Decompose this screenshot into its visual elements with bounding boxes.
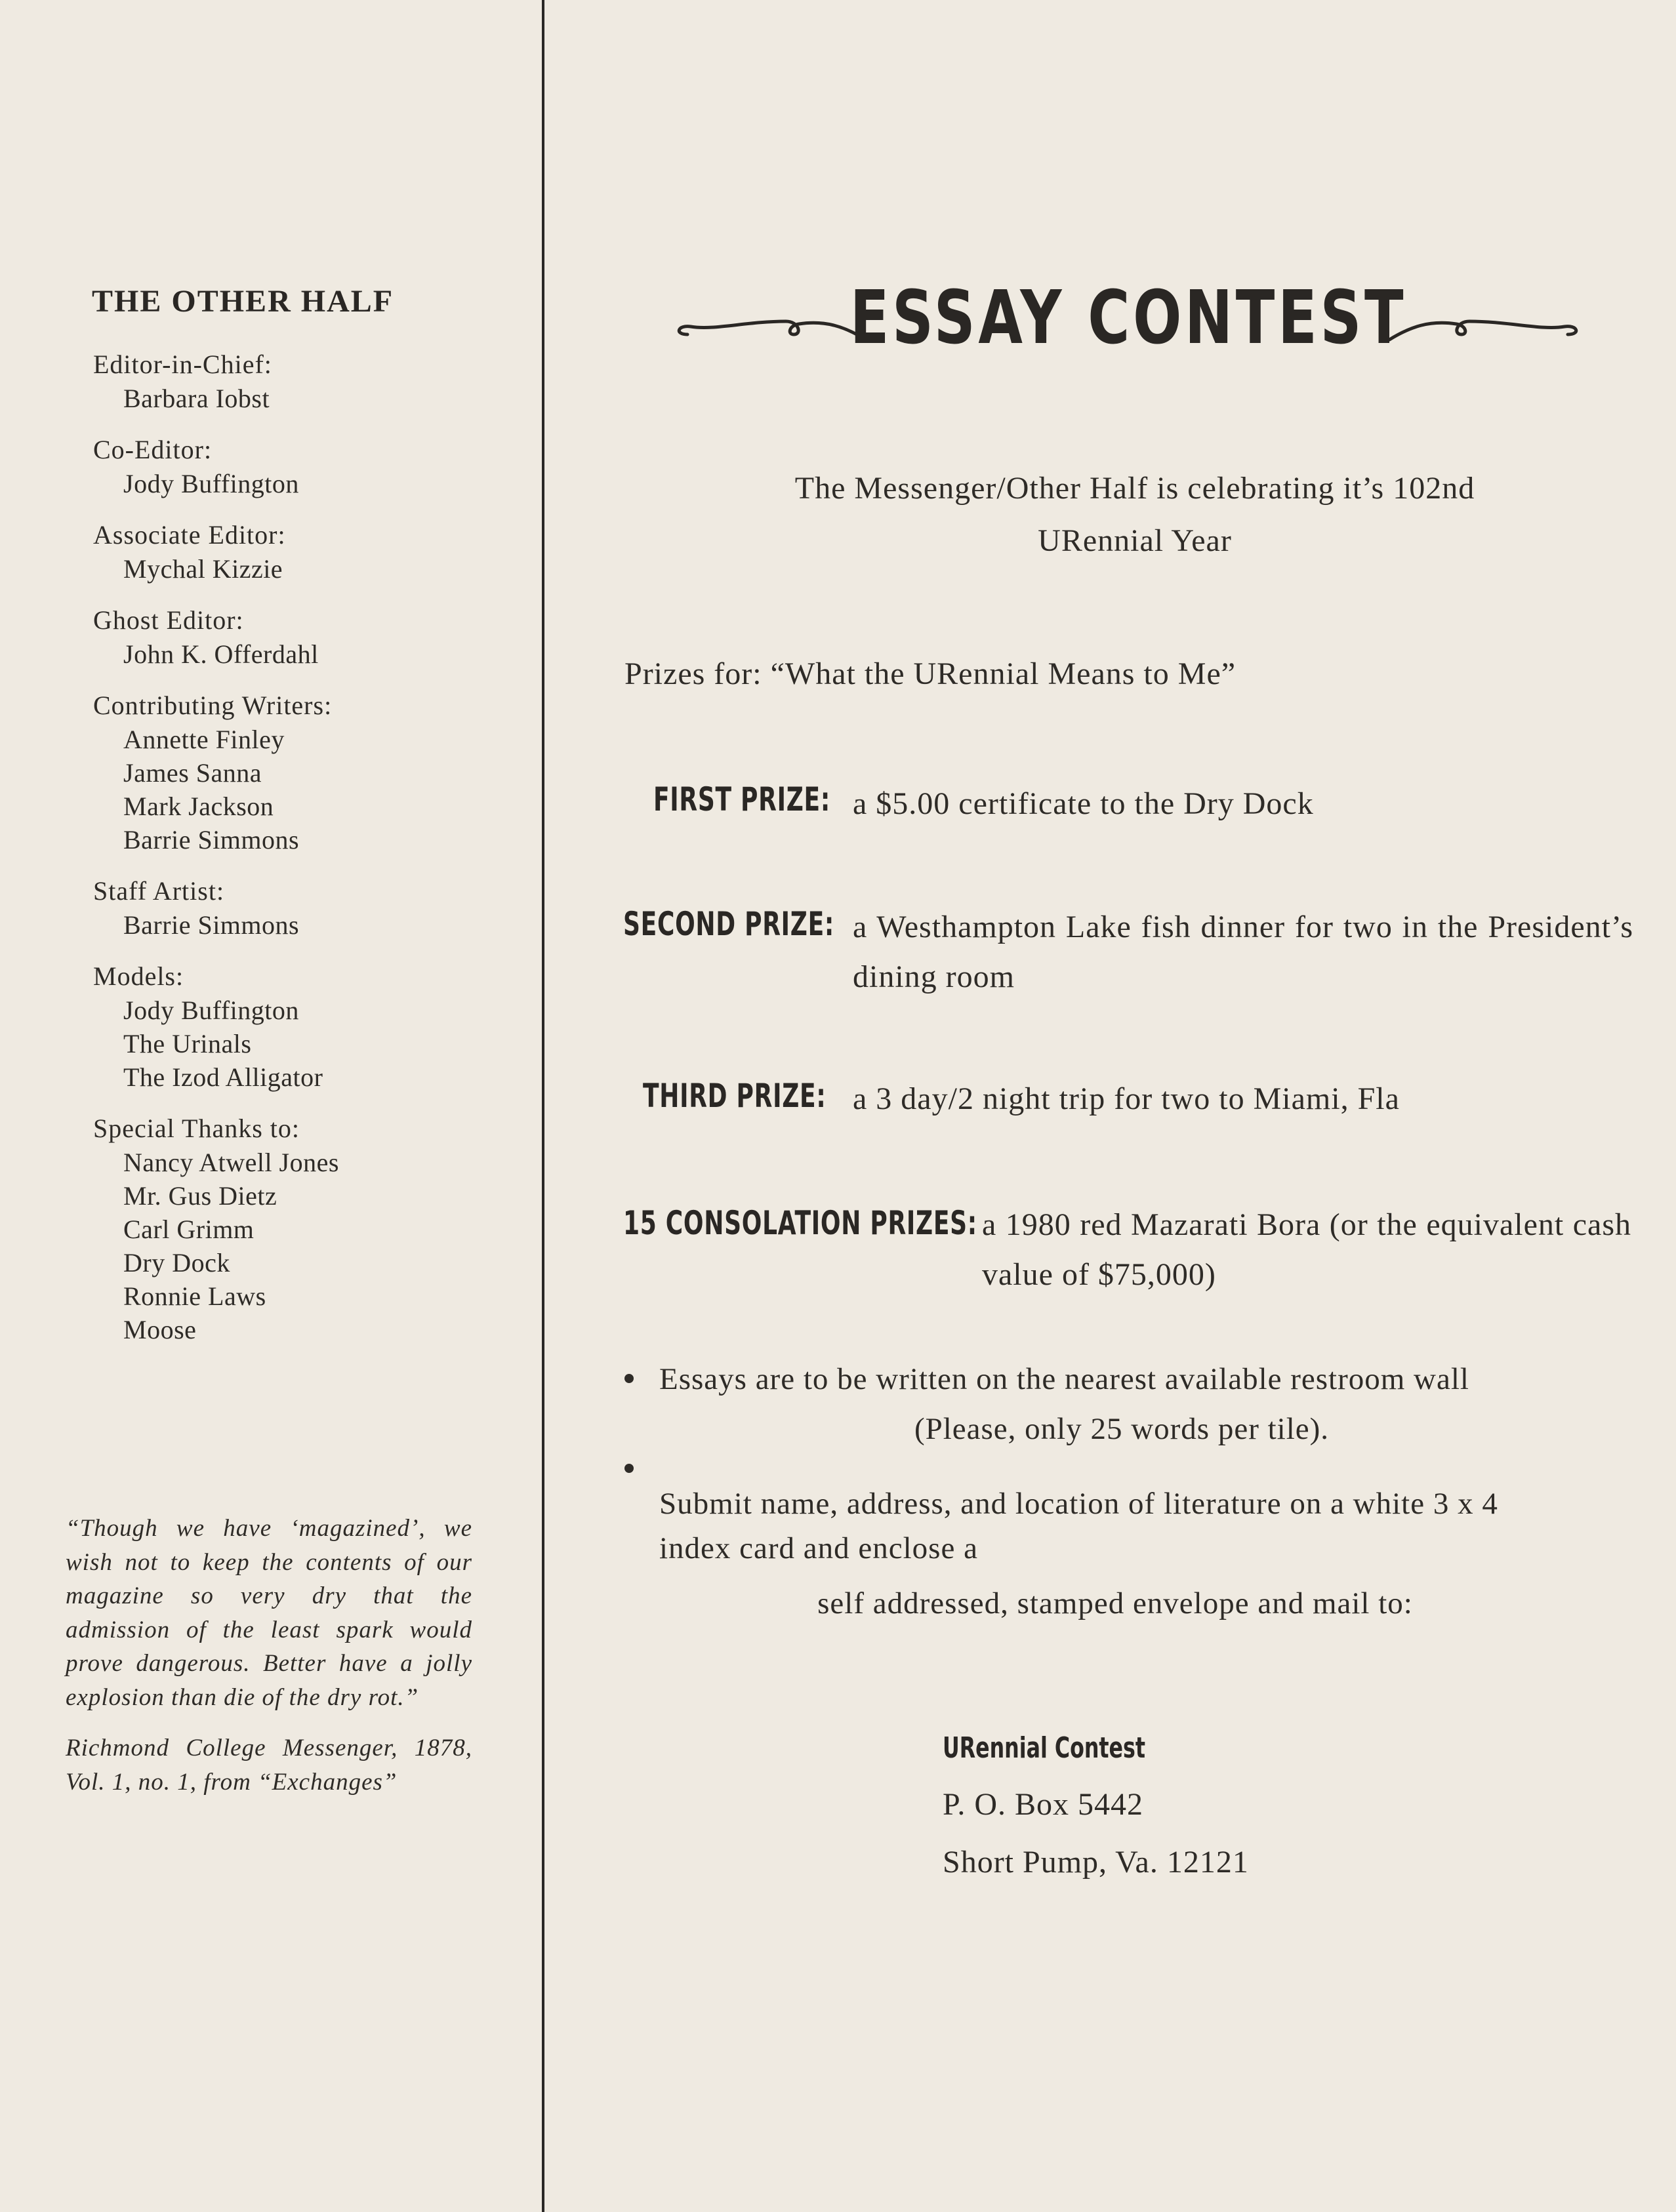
- column-divider: [542, 0, 544, 2212]
- staff-group: [93, 959, 513, 1094]
- staff-name: The Urinals: [123, 1029, 252, 1058]
- staff-name: Jody Buffington: [123, 995, 299, 1025]
- prize-label: FIRST PRIZE:: [653, 780, 830, 818]
- staff-name: The Izod Alligator: [123, 1062, 323, 1092]
- staff-role: Models:: [93, 961, 184, 991]
- prizes-for-line: Prizes for: “What the URennial Means to Me”: [624, 656, 1237, 691]
- prize-label: THIRD PRIZE:: [643, 1077, 827, 1115]
- staff-name: Mychal Kizzie: [123, 554, 283, 584]
- masthead: THE OTHER HALF: [92, 284, 394, 319]
- quote-text: “Though we have ‘magazined’, we wish not to keep the contents of our magazine so very dry that the admission of the least spark would prove dangerous. Better have a jolly explosion than die of the dry rot.”: [66, 1515, 472, 1711]
- staff-name: Ronnie Laws: [123, 1281, 266, 1311]
- staff-role: Co-Editor:: [93, 435, 213, 464]
- staff-name: Barrie Simmons: [123, 910, 300, 940]
- instruction-line: index card and enclose a: [659, 1531, 978, 1565]
- staff-name: Nancy Atwell Jones: [123, 1148, 339, 1177]
- staff-role: Special Thanks to:: [93, 1114, 300, 1143]
- contest-intro: [695, 462, 1574, 567]
- prize-label: SECOND PRIZE:: [623, 905, 835, 943]
- staff-group: [93, 874, 513, 942]
- staff-name: Barrie Simmons: [123, 825, 300, 855]
- prize-description: a $5.00 certificate to the Dry Dock: [853, 786, 1314, 821]
- staff-group: [93, 433, 513, 500]
- staff-name: Mr. Gus Dietz: [123, 1181, 277, 1211]
- staff-role: Staff Artist:: [93, 876, 225, 906]
- instruction-line: Submit name, address, and location of literature on a white 3 x 4: [659, 1487, 1498, 1521]
- bullet-icon: [624, 1374, 634, 1383]
- staff-name: Jody Buffington: [123, 469, 299, 498]
- staff-name: Mark Jackson: [123, 792, 274, 821]
- instruction-line: (Please, only 25 words per tile).: [914, 1412, 1330, 1446]
- intro-line: URennial Year: [1038, 523, 1232, 558]
- staff-group: [93, 689, 513, 856]
- instruction-line: Essays are to be written on the nearest available restroom wall: [659, 1362, 1469, 1396]
- staff-group: [93, 518, 513, 586]
- staff-group: [93, 1112, 513, 1346]
- epigraph-quote: [66, 1512, 472, 1816]
- staff-name: Annette Finley: [123, 725, 285, 754]
- staff-list: [93, 348, 513, 1364]
- right-flourish-icon: [1384, 308, 1581, 348]
- quote-source: Richmond College Messenger, 1878, Vol. 1, no. 1, from “Exchanges”: [66, 1735, 472, 1796]
- staff-name: Barbara Iobst: [123, 384, 270, 413]
- staff-name: Moose: [123, 1315, 197, 1344]
- contest-title: ESSAY CONTEST: [849, 275, 1407, 361]
- staff-name: James Sanna: [123, 758, 262, 788]
- staff-name: Dry Dock: [123, 1248, 230, 1277]
- contest-title-block: [669, 275, 1587, 374]
- staff-group: [93, 603, 513, 671]
- mailing-address-line: P. O. Box 5442: [943, 1787, 1144, 1822]
- bullet-icon: [624, 1464, 634, 1473]
- prize-description: a 1980 red Mazarati Bora (or the equivalent cash value of $75,000): [982, 1207, 1631, 1292]
- intro-line: The Messenger/Other Half is celebrating it’s 102nd: [794, 471, 1475, 506]
- staff-group: [93, 348, 513, 415]
- instruction-line: self addressed, stamped envelope and mail to:: [817, 1586, 1413, 1620]
- staff-role: Contributing Writers:: [93, 691, 333, 720]
- mailing-address-line: Short Pump, Va. 12121: [943, 1845, 1249, 1880]
- staff-name: John K. Offerdahl: [123, 639, 319, 669]
- mailing-address-name: URennial Contest: [943, 1731, 1146, 1765]
- prize-description: a Westhampton Lake fish dinner for two in the President’s dining room: [853, 910, 1633, 994]
- staff-role: Editor-in-Chief:: [93, 350, 272, 379]
- staff-role: Ghost Editor:: [93, 605, 244, 635]
- staff-name: Carl Grimm: [123, 1215, 255, 1244]
- prize-description: a 3 day/2 night trip for two to Miami, Fla: [853, 1081, 1400, 1116]
- staff-role: Associate Editor:: [93, 520, 286, 550]
- prize-label: 15 CONSOLATION PRIZES:: [623, 1204, 977, 1242]
